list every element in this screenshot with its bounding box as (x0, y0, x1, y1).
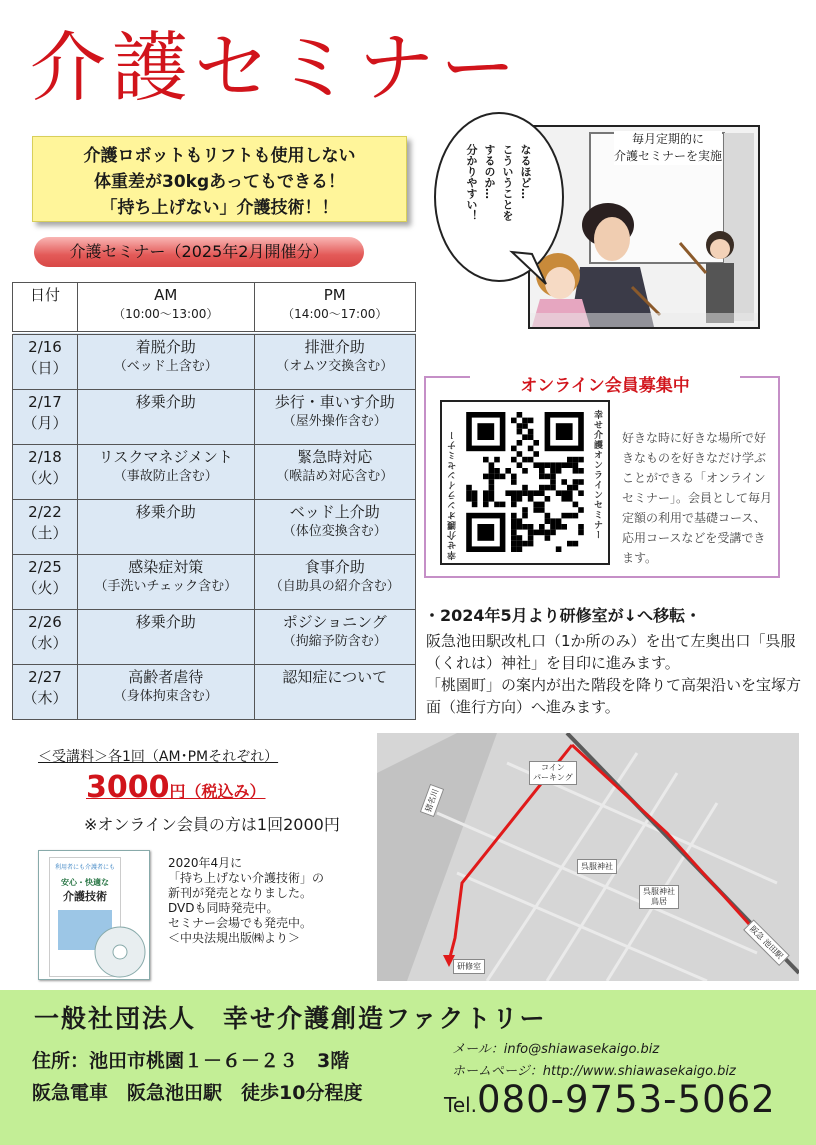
website-link[interactable]: ホームページ：http://www.shiawasekaigo.biz (452, 1064, 736, 1079)
pm-session-cell-sub: （喉詰め対応含む） (276, 469, 394, 484)
book-cover-sub: 安心・快適な (61, 878, 109, 887)
am-session-cell (78, 555, 255, 610)
am-session-cell (78, 333, 255, 390)
phone-number[interactable] (444, 1078, 776, 1121)
am-session-cell-main: 着脱介助 (135, 338, 196, 356)
pm-session-cell (254, 555, 415, 610)
am-session-cell (78, 500, 255, 555)
pitch-line-1: 介護ロボットもリフトも使用しない (83, 146, 356, 166)
email-link[interactable]: メール：info@shiawasekaigo.biz (452, 1042, 660, 1057)
date-header: 日付 (13, 283, 78, 334)
comic-panel (528, 125, 760, 329)
qr-caption-right: 幸せ介護オンラインセミナー (592, 410, 602, 540)
access-map[interactable] (377, 733, 799, 981)
book-cover-image (38, 850, 150, 980)
relocation-line-2: 「桃園町」の案内が出た階段を降りて高架沿いを宝塚方面（進行方向）へ進みます。 (426, 676, 802, 716)
relocation-title: ・2024年5月より研修室が↓へ移転・ (424, 606, 702, 625)
pm-session-cell-main: 歩行・車いす介助 (274, 393, 395, 411)
am-session-cell-sub: （事故防止含む） (113, 469, 218, 484)
bubble-text-1: なるほど… (519, 144, 532, 199)
pm-session-cell-main: 食事介助 (304, 558, 365, 576)
am-session-cell-main: 移乗介助 (135, 613, 196, 631)
pitch-line-3: 「持ち上げない」介護技術！！ (100, 198, 339, 218)
book-line-3: 新刊が発売となりました。 (168, 886, 313, 900)
coin-parking-line-1: コイン (541, 763, 565, 772)
date-cell-sub: （水） (22, 634, 68, 652)
table-row (13, 665, 416, 720)
am-session-cell-main: 感染症対策 (128, 558, 204, 576)
date-cell-sub: （木） (22, 689, 68, 707)
pm-session-cell-sub: （拘縮予防含む） (282, 634, 387, 649)
phone-prefix: Tel. (444, 1093, 478, 1117)
date-cell-sub: （火） (22, 579, 68, 597)
book-line-1: 2020年4月に (168, 856, 243, 870)
am-session-cell (78, 610, 255, 665)
comic-caption (614, 131, 722, 165)
date-cell (13, 500, 78, 555)
map-label-coin-parking (529, 761, 577, 785)
date-cell-sub: （日） (22, 359, 68, 377)
book-line-6: ＜中央法規出版㈱より＞ (168, 931, 301, 945)
pm-session-cell (254, 333, 415, 390)
page-title: 介護セミナー (30, 23, 522, 112)
am-session-cell (78, 445, 255, 500)
date-cell-main: 2/17 (28, 393, 62, 411)
date-cell (13, 445, 78, 500)
qr-code-icon[interactable] (466, 412, 584, 552)
date-cell-main: 2/22 (28, 503, 62, 521)
comic-caption-line-2: 介護セミナーを実施 (614, 149, 723, 163)
date-cell-main: 2/18 (28, 448, 62, 466)
am-session-cell-main: 移乗介助 (135, 503, 196, 521)
pitch-box (32, 136, 407, 222)
date-cell-main: 2/25 (28, 558, 62, 576)
date-cell-main: 2/27 (28, 668, 62, 686)
am-session-cell-main: 高齢者虐待 (128, 668, 204, 686)
pm-session-cell-sub: （屋外操作含む） (282, 414, 387, 429)
date-cell (13, 665, 78, 720)
pm-session-cell-main: 排泄介助 (304, 338, 365, 356)
relocation-line-1: 阪急池田駅改札口（1か所のみ）を出て左奥出口「呉服（くれは）神社」を目印に進みます。 (426, 632, 796, 672)
am-session-cell-sub: （手洗いチェック含む） (94, 579, 238, 594)
pm-session-cell-sub: （オムツ交換含む） (276, 359, 394, 374)
fee-amount: 3000 (86, 770, 170, 805)
torii-line-2: 鳥居 (651, 897, 667, 906)
map-label-room: 研修室 (453, 959, 485, 974)
book-cover-title: 介護技術 (63, 890, 107, 903)
date-cell-sub: （土） (22, 524, 68, 542)
table-header-row (13, 283, 416, 334)
map-label-river: 猪名川 (420, 784, 444, 817)
online-member-title: オンライン会員募集中 (470, 371, 740, 396)
table-row (13, 555, 416, 610)
table-row (13, 333, 416, 390)
speech-bubble-tail (506, 250, 556, 290)
date-cell (13, 555, 78, 610)
am-session-cell-sub: （身体拘束含む） (113, 689, 218, 704)
table-row (13, 390, 416, 445)
dvd-disc-icon (93, 925, 147, 979)
access-directions: 阪急電車 阪急池田駅 徒歩10分程度 (32, 1082, 363, 1104)
date-cell (13, 390, 78, 445)
pitch-line-2: 体重差が30kgあってもできる！ (94, 172, 345, 192)
pm-session-cell-main: 認知症について (282, 668, 388, 686)
online-member-description: 好きな時に好きな場所で好きなものを好きなだけ学ぶことができる「オンラインセミナー」。会員として毎月定額の利用で基礎コース、応用コースなどを受講できます。 (622, 431, 773, 565)
qr-frame (440, 400, 610, 565)
map-label-torii (639, 885, 679, 909)
date-cell-sub: （火） (22, 469, 68, 487)
station-line-2: 池田駅 (761, 937, 785, 961)
pm-session-cell (254, 445, 415, 500)
relocation-body (426, 630, 806, 718)
date-cell-main: 2/26 (28, 613, 62, 631)
am-session-cell-main: 移乗介助 (135, 393, 196, 411)
table-row (13, 500, 416, 555)
am-session-cell-main: リスクマネジメント (98, 448, 233, 466)
book-description (168, 856, 324, 946)
pm-session-cell (254, 610, 415, 665)
bubble-text-4: 分かりやすい！ (465, 144, 478, 221)
pm-session-cell-main: ポジショニング (282, 613, 387, 631)
comic-caption-line-1: 毎月定期的に (631, 132, 704, 146)
pm-session-cell (254, 390, 415, 445)
pm-session-cell-main: 緊急時対応 (297, 448, 373, 466)
am-header: AM （10:00～13:00） (78, 283, 255, 334)
address: 住所：池田市桃園１－６－２３ 3階 (32, 1050, 350, 1072)
book-cover-top: 利用者にも介護者にも (54, 864, 115, 871)
schedule-table (12, 282, 416, 720)
torii-line-1: 呉服神社 (643, 887, 675, 896)
map-drawing (377, 733, 799, 981)
date-cell (13, 610, 78, 665)
book-line-4: DVDも同時発売中。 (168, 901, 279, 915)
am-session-cell (78, 665, 255, 720)
seminar-banner: 介護セミナー（2025年2月開催分） (34, 237, 364, 267)
am-session-cell-sub: （ベッド上含む） (113, 359, 218, 374)
fee-label: ＜受講料＞各1回（AM･PMそれぞれ） (38, 749, 279, 765)
date-cell (13, 333, 78, 390)
bubble-text-3: するのか… (483, 144, 496, 199)
pm-session-cell-sub: （自助具の紹介含む） (269, 579, 400, 594)
date-cell-sub: （月） (22, 414, 68, 432)
pm-session-cell (254, 500, 415, 555)
phone-digits: 080-9753-5062 (477, 1078, 776, 1121)
organization-name: 一般社団法人 幸せ介護創造ファクトリー (34, 1004, 547, 1033)
pm-session-cell (254, 665, 415, 720)
fee-note: ※オンライン会員の方は1回2000円 (84, 815, 340, 834)
station-line-1: 阪急 (748, 924, 766, 942)
date-cell-main: 2/16 (28, 338, 62, 356)
fee-price (86, 770, 266, 805)
coin-parking-line-2: パーキング (533, 773, 573, 782)
qr-caption-left: 幸せ介護オンラインセミナー (448, 430, 458, 560)
pm-session-cell-sub: （体位変換含む） (282, 524, 387, 539)
table-row (13, 445, 416, 500)
book-line-2: 「持ち上げない介護技術」の (168, 871, 325, 885)
fee-unit: 円（税込み） (169, 782, 266, 801)
am-session-cell (78, 390, 255, 445)
pm-header: PM （14:00～17:00） (254, 283, 415, 334)
bubble-text-2: こういうことを (501, 144, 514, 221)
table-row (13, 610, 416, 665)
map-label-shrine: 呉服神社 (577, 859, 617, 874)
pm-session-cell-main: ベッド上介助 (289, 503, 380, 521)
book-line-5: セミナー会場でも発売中。 (168, 916, 313, 930)
